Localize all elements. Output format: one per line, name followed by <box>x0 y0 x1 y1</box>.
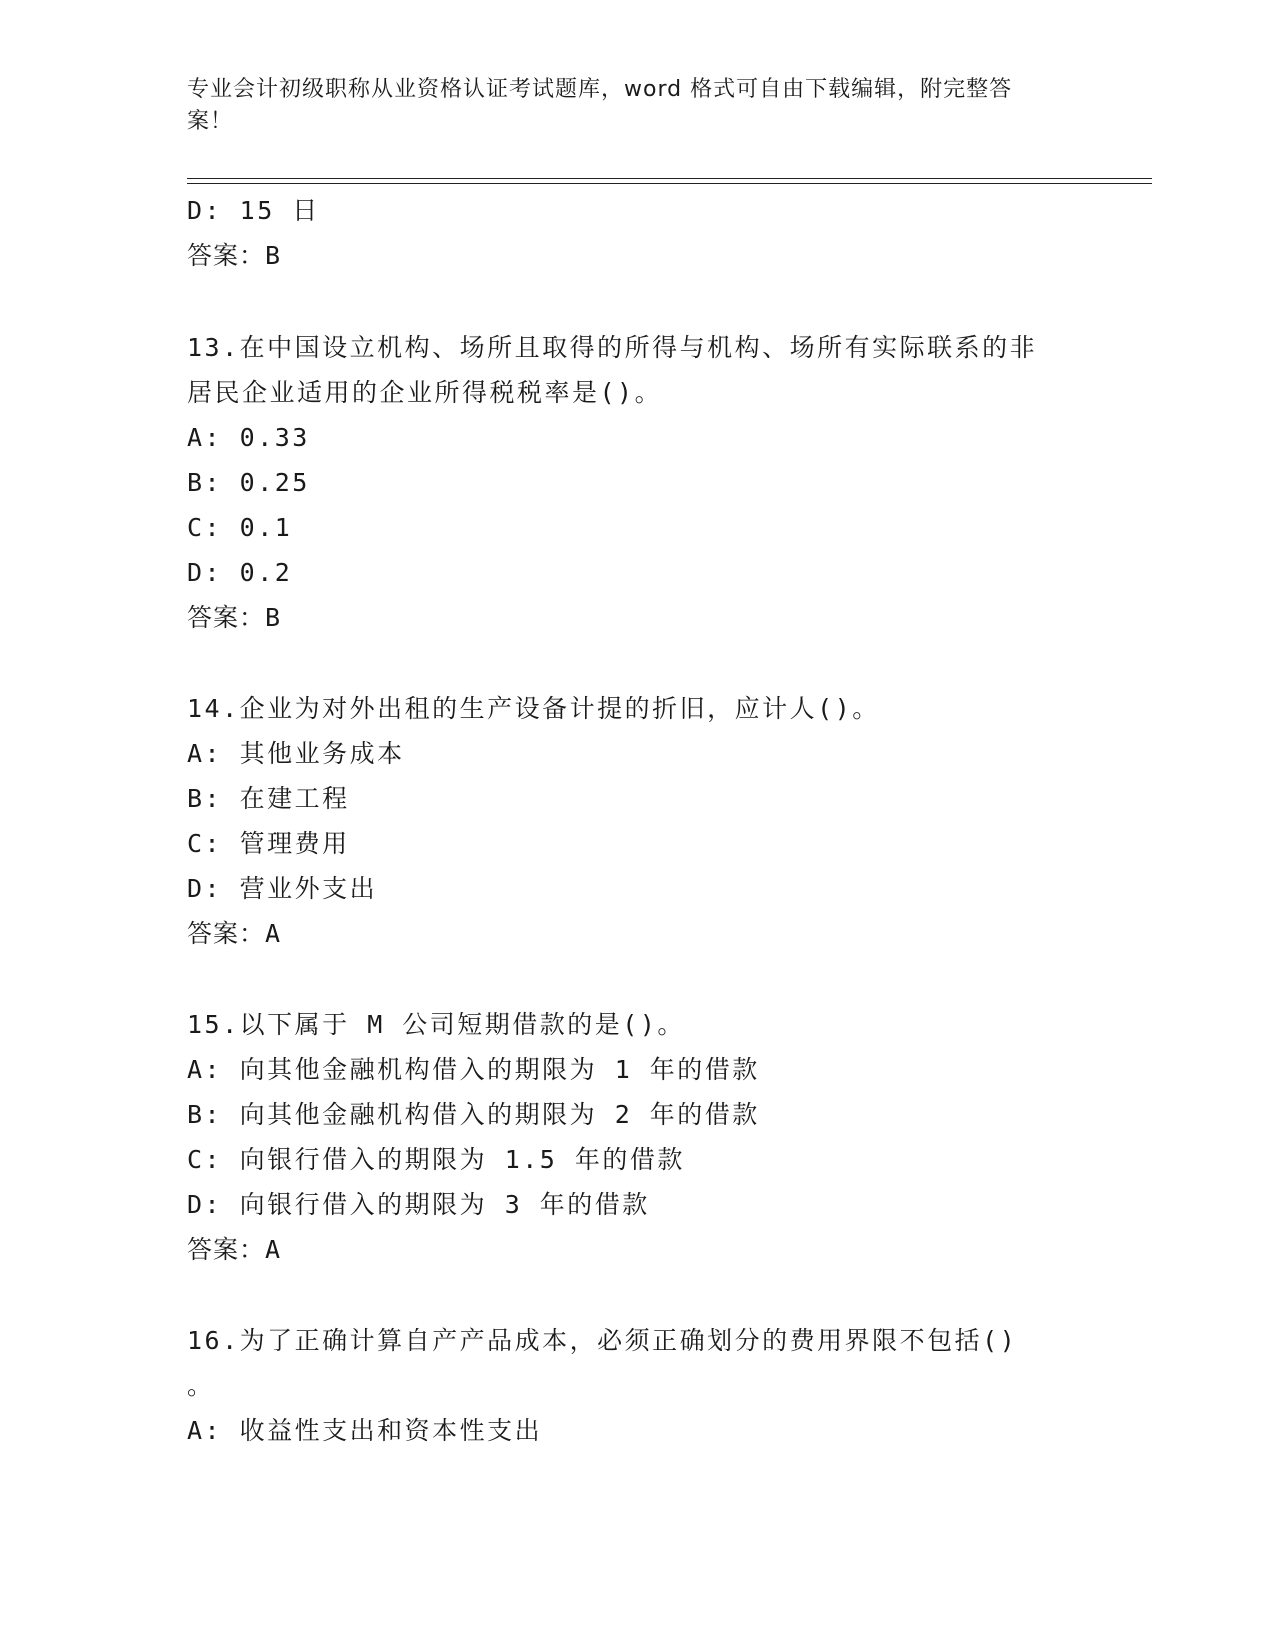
q15-answer <box>187 1233 280 1267</box>
q16-stem-line-2: 。 <box>187 1371 215 1400</box>
q14-answer <box>187 917 280 951</box>
q12-answer <box>187 239 280 273</box>
document-header <box>187 74 1067 138</box>
answer-value: B <box>265 241 281 270</box>
q13-stem-line-1: 13.在中国设立机构、场所且取得的所得与机构、场所有实际联系的非 <box>187 333 1038 362</box>
q15-option-c: C: 向银行借入的期限为 1.5 年的借款 <box>187 1145 685 1174</box>
q15-option-b: B: 向其他金融机构借入的期限为 2 年的借款 <box>187 1100 760 1129</box>
answer-value: B <box>265 603 281 632</box>
q16-stem-line-1: 16.为了正确计算自产产品成本，必须正确划分的费用界限不包括() <box>187 1326 1018 1355</box>
answer-label: 答案： <box>187 919 266 948</box>
answer-value: A <box>265 919 281 948</box>
q13-answer <box>187 601 280 635</box>
answer-label: 答案： <box>187 603 266 632</box>
header-line-1: 专业会计初级职称从业资格认证考试题库，word 格式可自由下载编辑，附完整答 <box>187 77 1013 102</box>
header-line-2: 案！ <box>187 109 234 134</box>
answer-label: 答案： <box>187 241 266 270</box>
q13-option-a: A: 0.33 <box>187 423 310 452</box>
q14-option-d: D: 营业外支出 <box>187 874 378 903</box>
answer-value: A <box>265 1235 281 1264</box>
q14-option-b: B: 在建工程 <box>187 784 350 813</box>
q13-option-d: D: 0.2 <box>187 558 293 587</box>
header-divider-bottom <box>187 183 1152 184</box>
q16-option-a: A: 收益性支出和资本性支出 <box>187 1416 543 1445</box>
answer-label: 答案： <box>187 1235 266 1264</box>
q12-option-d: D: 15 日 <box>187 196 320 225</box>
header-divider-top <box>187 178 1152 179</box>
q15-option-a: A: 向其他金融机构借入的期限为 1 年的借款 <box>187 1055 760 1084</box>
q14-stem-line-1: 14.企业为对外出租的生产设备计提的折旧，应计人()。 <box>187 694 880 723</box>
q13-option-c: C: 0.1 <box>187 513 293 542</box>
q14-option-c: C: 管理费用 <box>187 829 350 858</box>
q15-option-d: D: 向银行借入的期限为 3 年的借款 <box>187 1190 650 1219</box>
q13-stem-line-2: 居民企业适用的企业所得税税率是()。 <box>187 378 663 407</box>
q13-option-b: B: 0.25 <box>187 468 310 497</box>
q15-stem-line-1: 15.以下属于 M 公司短期借款的是()。 <box>187 1010 685 1039</box>
q14-option-a: A: 其他业务成本 <box>187 739 405 768</box>
